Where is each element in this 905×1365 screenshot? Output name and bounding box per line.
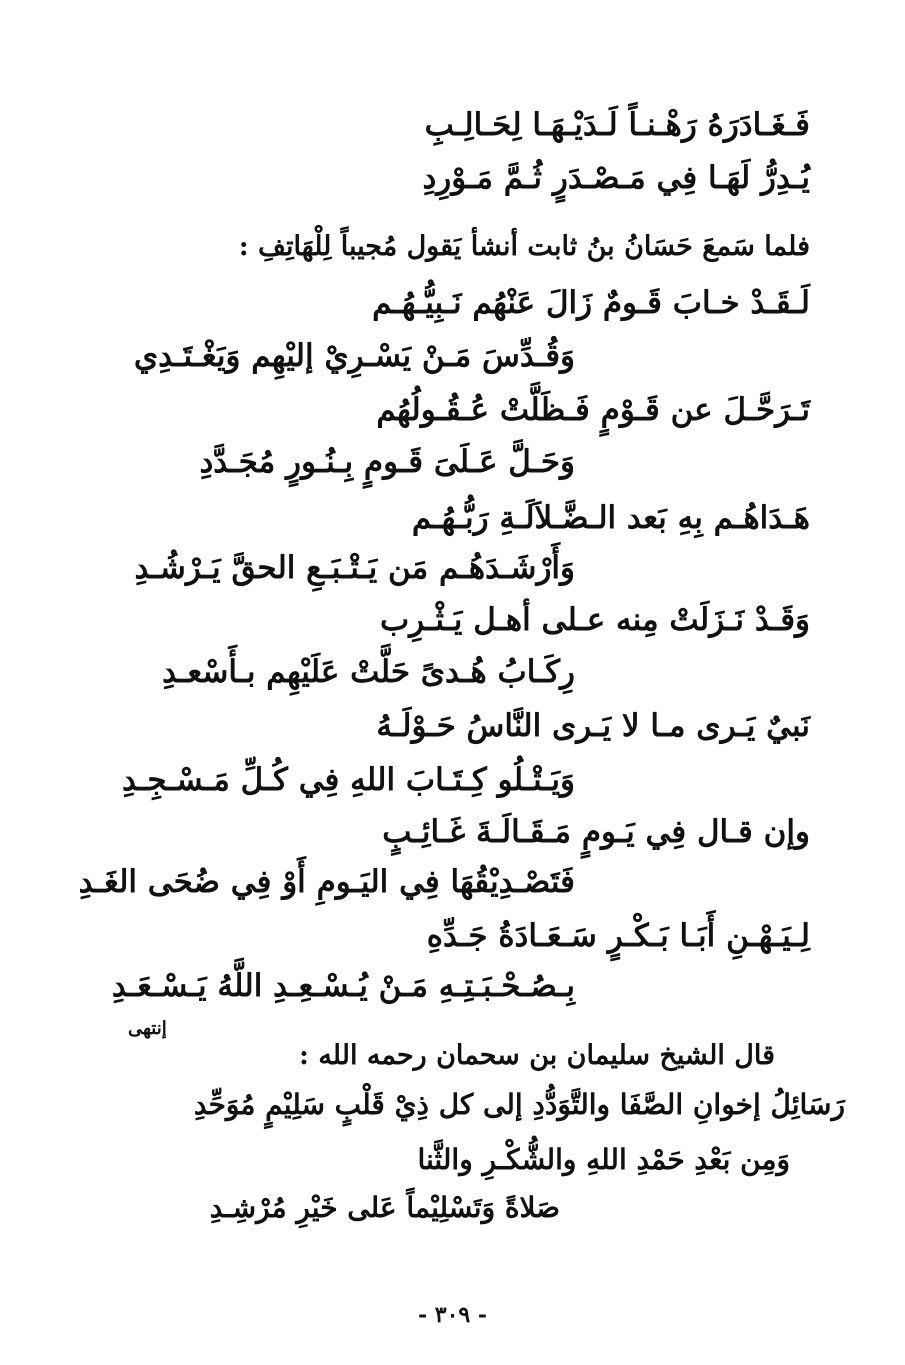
poem3-line-3: صَلاةً وَتَسْلِيْماً عَلى خَيْرِ مُرْشِـدِ [209, 1191, 560, 1224]
poem1-line-1: فَـغَـادَرَهُ رَهْـنـاً لَـدَيْـهَـا لِحَـالِـبِ [424, 107, 810, 143]
poem2-line-3: تَـرَحَّـلَ عن قَـوْمٍ فَـظَلَّتْ عُـقُـولُهُم [376, 392, 810, 428]
poem1-line-2: يُـدِرُّ لَهَـا فِي مَـصْـدَرٍ ثُـمَّ مَـوْرِدِ [422, 160, 810, 196]
intro-hassan: فلما سَمعَ حَسَانُ بنُ ثابت أنشأ يَقول مُجيباً لِلْهَاتِفِ : [238, 231, 810, 262]
intro-sulayman: قال الشيخ سليمان بن سحمان رحمه الله : [298, 1040, 775, 1071]
poem2-line-10: وَيَـتْـلُو كِـتَـابَ اللهِ فِي كُـلِّ مَـسْـجِـدِ [122, 762, 575, 798]
poem2-line-12: فَتَصْـدِيْقُهَا فِي اليَـومِ أَوْ فِي ضُحَى الغَـدِ [78, 864, 575, 900]
page-number: - ٣٠٩ - [417, 1302, 488, 1328]
poem2-line-11: وإن قـال فِي يَـومٍ مَـقَـالَـةَ غَـائِـبٍ [382, 814, 810, 850]
poem2-line-1: لَـقَـدْ خـابَ قَـومٌ زَالَ عَنْهُم نَـبِيُّـهُـم [372, 285, 810, 321]
poem2-line-13: لِـيَـهْـنِ أَبَـا بَـكْـرٍ سَـعَـادَةُ جَـدِّهِ [426, 918, 810, 954]
poem2-line-5: هَـدَاهُـم بِهِ بَعد الـضَّـلاَلَـةِ رَبُّـهُـم [411, 500, 810, 536]
poem2-line-6: وَأَرْشَـدَهُـم مَن يَـتْـبَـعِ الحقَّ يَـرْشُـدِ [134, 550, 575, 586]
poem2-line-7: وَقَـدْ نَـزَلَتْ مِنه عـلى أهـل يَـثْـرِب [379, 602, 810, 638]
poem2-line-2: وَقُـدِّسَ مَـنْ يَسْـرِيْ إليْهِم وَيَغْـتَـدِي [133, 338, 575, 374]
poem3-line-1: رَسَائِلُ إخوانِ الصَّفَا والتَّوَدُّدِ إلى كل ذِيْ قَلْبٍ سَلِيْمٍ مُوَحِّدِ [193, 1088, 845, 1121]
poem3-line-2: وَمِن بَعْدِ حَمْدِ اللهِ والشُّكْـرِ والثَّنا [417, 1143, 790, 1176]
poem2-line-8: رِكَـابُ هُـدىً حَلَّتْ عَلَيْهِم بـأَسْعـدِ [162, 654, 575, 690]
end-note: إنتهى [128, 1018, 167, 1039]
poem2-line-14: بِـصُـحْـبَـتِـهِ مَـنْ يُـسْـعِـدِ اللَّهُ يَـسْـعَـدِ [111, 968, 575, 1004]
poem2-line-4: وَحَـلَّ عَـلَىَ قَـومٍ بِـنُـورٍ مُجَـدَّدِ [199, 444, 575, 480]
poem2-line-9: نَبيٌ يَـرى مـا لا يَـرى النَّاسُ حَـوْلَـهُ [376, 708, 810, 744]
